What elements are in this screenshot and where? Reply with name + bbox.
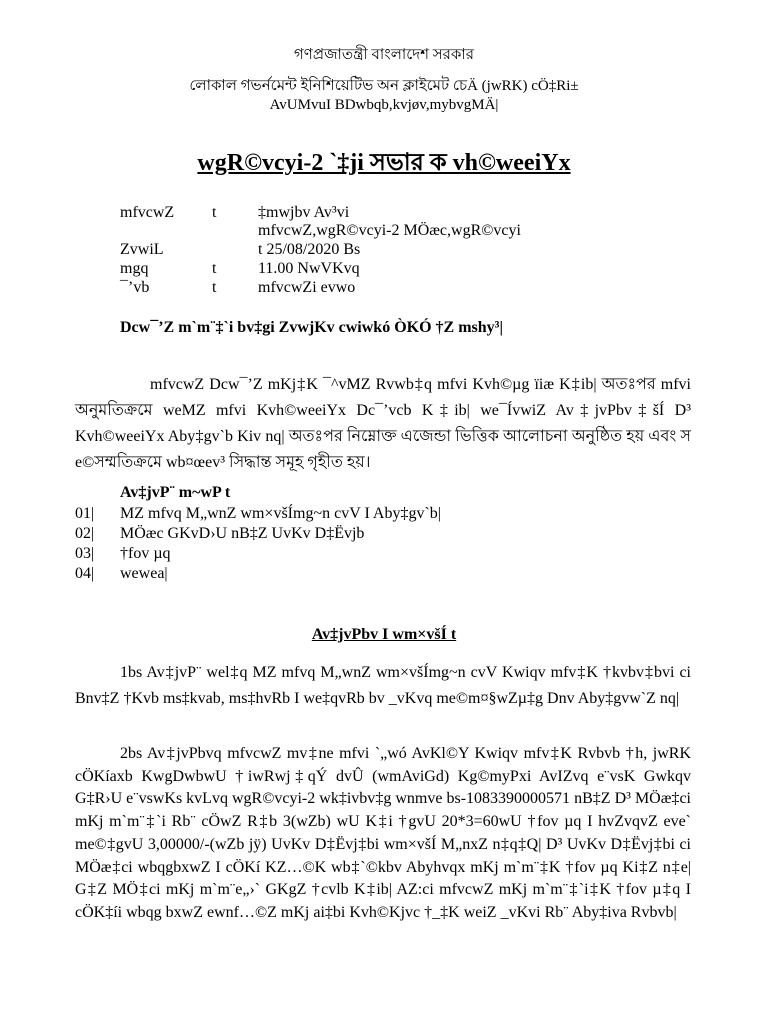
meta-separator: t [212,279,217,296]
meta-value: mfvcwZ,wgR©vcyi-2 MÖæc,wgR©vcyi [258,222,521,239]
agenda-item-number: 02| [75,525,95,542]
meta-value: 11.00 NwVKvq [258,260,360,277]
meta-label: mfvcwZ [120,204,175,221]
meta-value: mfvcwZi evwo [258,279,356,296]
agenda-item-text: wewea| [120,565,168,582]
discussion-paragraph-1: 1bs Av‡jvP¨ wel‡q MZ mfvq M„wnZ wm×všÍmg~n cvV Kwiqv mfv‡K †kvbv‡bvi ci Bnv‡Z †Kvb ms‡kvab, ms‡hvRb I we‡qvRb bv _vKvq me©m¤§wZµ‡g Dnv Aby‡gvw`Z nq| [75,664,691,707]
meta-value: ‡mwjbv Av³vi [258,204,350,221]
meta-label: ZvwiL [120,241,164,258]
header-project-line: লোকাল গভর্নমেন্ট ইনিশিয়েটিভ অন ক্লাইমেট চেÄ (jwRK) cÖ‡Ri± [189,78,579,94]
agenda-item-number: 03| [75,545,95,562]
agenda-item-text: †fov µq [120,545,171,562]
agenda-item-number: 04| [75,565,95,582]
meta-value: t 25/08/2020 Bs [258,241,361,258]
attendance-note: Dcw¯’Z m`m¨‡`i bv‡gi ZvwjKv cwiwkó ÒKÓ †Z mshy³| [120,319,503,336]
meta-separator: t [212,204,217,221]
agenda-item-text: MÖæc GKvD›U nB‡Z UvKv D‡Ëvjb [120,525,365,542]
discussion-heading: Av‡jvPbv I wm×všÍ t [311,626,457,643]
header-union-line: AvUMvuI BDwbqb,kvjøv,mybvgMÄ| [269,97,499,113]
intro-paragraph: mfvcwZ Dcw¯’Z mKj‡K ¯^vMZ Rvwb‡q mfvi Kvh©µg ïiæ K‡ib| অতঃপর mfvi অনুমতিক্রমে weMZ mfvi Kvh©weeiYx Dc¯’vcb K‡ib| we¯ÍvwiZ Av‡jvPbv‡šÍ D³ Kvh©weeiYx Aby‡gv`b Kiv nq| অতঃপর নিম্নোক্ত এজেন্ডা ভিত্তিক আলোচনা অনুষ্ঠিত হয় এবং স e©সম্মতিক্রমে wb¤œev³ সিদ্ধান্ত সমূহ গৃহীত হয়। [75,376,691,471]
header-government-line: গণপ্রজাতন্ত্রী বাংলাদেশ সরকার [293,47,475,63]
document-title: wgR©vcyi-2 `‡ji সভার ক vh©weeiYx [197,150,571,176]
meta-label: mgq [120,260,149,277]
meta-separator: t [212,260,217,277]
agenda-heading: Av‡jvP¨ m~wP t [120,484,231,501]
agenda-item-number: 01| [75,505,95,522]
meta-label: ¯’vb [120,279,150,296]
agenda-item-text: MZ mfvq M„wnZ wm×všÍmg~n cvV I Aby‡gv`b| [120,505,442,522]
discussion-paragraph-2: 2bs Av‡jvPbvq mfvcwZ mv‡ne mfvi `„wó AvKl©Y Kwiqv mfv‡K Rvbvb †h, jwRK cÖKíaxb KwgDwbwU †iwRwj‡qÝ dvÛ (wmAviGd) Kg©myPxi AvIZvq e¨vsK Gwkqv G‡R›U e¨vswKs kvLvq wgR©vcyi-2 wk‡ivbv‡g wnmve bs-1083390000571 nB‡Z D³ MÖæ‡ci mKj m`m¨‡`i Rb¨ cÖwZ R‡b 3(wZb) wU K‡i †gvU 20*3=60wU †fov µq I hvZvqvZ eve` me©‡gvU 3,00000/-(wZb jÿ) UvKv D‡Ëvj‡bi wm×všÍ M„nxZ n‡q‡Q| D³ UvKv D‡Ëvj‡bi ci MÖæ‡ci wbqgbxwZ I cÖKí KZ…©K wb‡`©kbv Abyhvqx mKj m`m¨‡K †fov µq Ki‡Z n‡e| G‡Z MÖ‡ci mKj m`m¨e„›` GKgZ †cvlb K‡ib| AZ:ci mfvcwZ mKj m`m¨‡`i‡K †fov µ‡q I cÖK‡íi wbqg bxwZ ewnf…©Z mKj ai‡bi Kvh©Kjvc †_‡K weiZ _vKvi Rb¨ Aby‡iva Rvbvb| [75,745,691,921]
